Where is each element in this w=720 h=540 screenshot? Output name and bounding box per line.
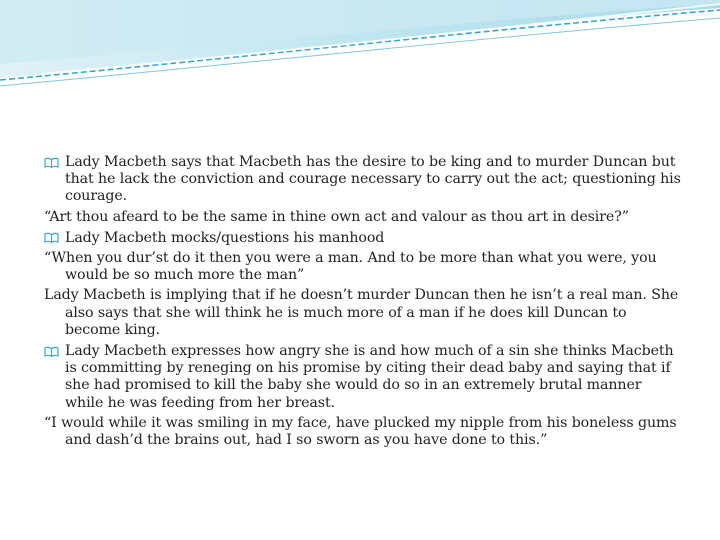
- paragraph-text: Lady Macbeth mocks/questions his manhood: [65, 229, 385, 246]
- bullet-paragraph-2: [44, 229, 684, 247]
- paragraph-text: “I would while it was smiling in my face, have plucked my nipple from his boneless gums and dash’d the brains out, had I so sworn as you have done to this.”: [44, 414, 677, 449]
- paragraph-text: “Art thou afeard to be the same in thine own act and valour as thou art in desire?”: [44, 208, 629, 225]
- bullet-paragraph-1: [44, 153, 684, 206]
- paragraph-text: Lady Macbeth says that Macbeth has the desire to be king and to murder Duncan but that he lack the conviction and courage necessary to carry out the act; questioning his courage.: [65, 154, 681, 205]
- open-book-icon: [44, 229, 65, 246]
- quote-paragraph-1: [44, 209, 684, 226]
- paragraph-text: Lady Macbeth is implying that if he doesn’t murder Duncan then he isn’t a real man. She also says that she will think he is much more of a man if he does kill Duncan to become king.: [44, 287, 679, 338]
- slide-body: [44, 153, 684, 452]
- header-wave-decoration: [0, 0, 720, 90]
- open-book-icon: [44, 153, 65, 170]
- paragraph-text: “When you dur’st do it then you were a man. And to be more than what you were, you would be so much more the man”: [44, 250, 657, 284]
- open-book-icon: [44, 342, 65, 359]
- quote-paragraph-3: [44, 415, 684, 449]
- quote-paragraph-2: [44, 250, 684, 284]
- bullet-paragraph-3: [44, 342, 684, 412]
- paragraph-text: Lady Macbeth expresses how angry she is and how much of a sin she thinks Macbeth is committing by reneging on his promise by citing their dead baby and saying that if she had promised to kill the baby she would do so in an extremely brutal manner while he was feeding from her breast.: [65, 343, 674, 411]
- plain-paragraph: [44, 287, 684, 339]
